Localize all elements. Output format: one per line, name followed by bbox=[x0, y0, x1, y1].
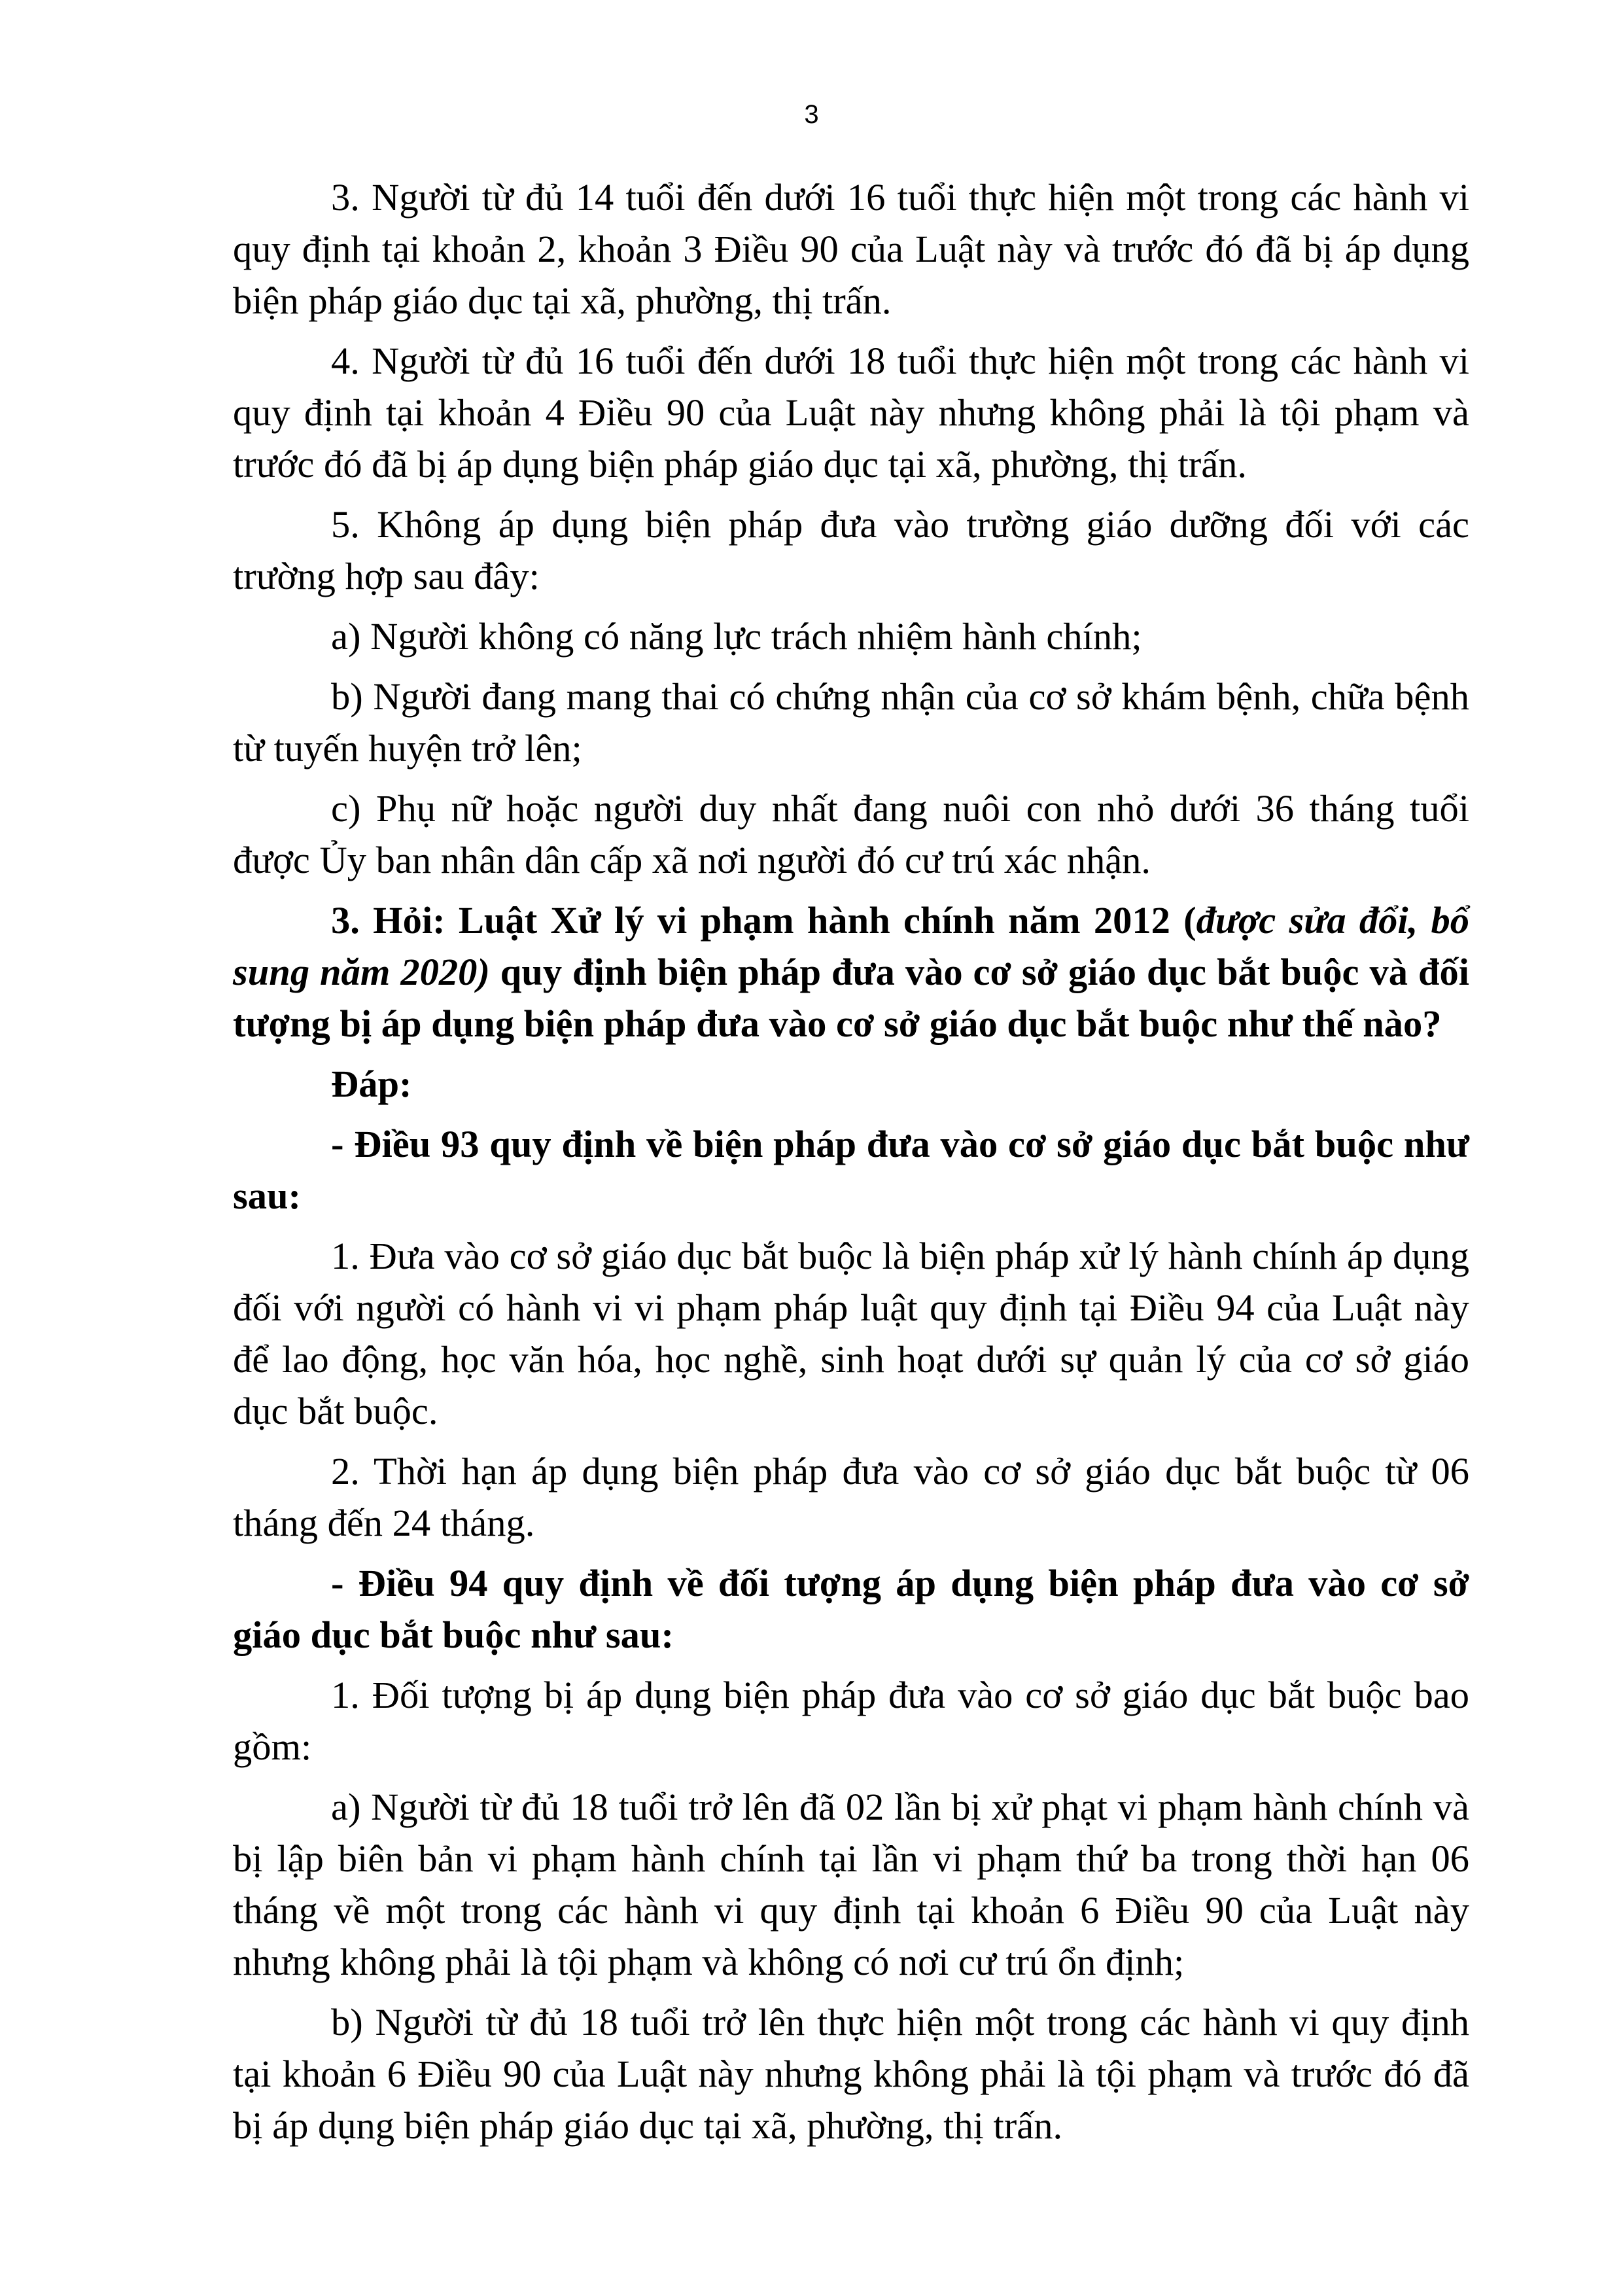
paragraph-clause-5: 5. Không áp dụng biện pháp đưa vào trường giáo dưỡng đối với các trường hợp sau đây: bbox=[233, 503, 1469, 597]
paragraph-item-b: b) Người đang mang thai có chứng nhận của cơ sở khám bệnh, chữa bệnh từ tuyến huyện trở lên; bbox=[233, 675, 1469, 769]
paragraph-clause-3: 3. Người từ đủ 14 tuổi đến dưới 16 tuổi thực hiện một trong các hành vi quy định tại khoản 2, khoản 3 Điều 90 của Luật này và trước đó đã bị áp dụng biện pháp giáo dục tại xã, phường, thị trấn. bbox=[233, 176, 1469, 322]
question-text-italic: được sửa đổi, bổ sung năm 2020) bbox=[233, 899, 1469, 993]
page-number: 3 bbox=[804, 100, 819, 129]
document-body bbox=[233, 171, 1469, 2160]
question-text-end: quy định biện pháp đưa vào cơ sở giáo dục bắt buộc và đối tượng bị áp dụng biện pháp đưa vào cơ sở giáo dục bắt buộc như thế nào? bbox=[233, 951, 1469, 1045]
paragraph-clause-4: 4. Người từ đủ 16 tuổi đến dưới 18 tuổi thực hiện một trong các hành vi quy định tại khoản 4 Điều 90 của Luật này nhưng không phải là tội phạm và trước đó đã bị áp dụng biện pháp giáo dục tại xã, phường, thị trấn. bbox=[233, 340, 1469, 486]
article-94-heading: - Điều 94 quy định về đối tượng áp dụng biện pháp đưa vào cơ sở giáo dục bắt buộc như sau: bbox=[233, 1562, 1469, 1656]
article-94-clause-1: 1. Đối tượng bị áp dụng biện pháp đưa vào cơ sở giáo dục bắt buộc bao gồm: bbox=[233, 1674, 1469, 1768]
article-93-clause-1: 1. Đưa vào cơ sở giáo dục bắt buộc là biện pháp xử lý hành chính áp dụng đối với người có hành vi vi phạm pháp luật quy định tại Điều 94 của Luật này để lao động, học văn hóa, học nghề, sinh hoạt dưới sự quản lý của cơ sở giáo dục bắt buộc. bbox=[233, 1235, 1469, 1432]
question-heading bbox=[233, 894, 1469, 1050]
paragraph-item-c: c) Phụ nữ hoặc người duy nhất đang nuôi con nhỏ dưới 36 tháng tuổi được Ủy ban nhân dân cấp xã nơi người đó cư trú xác nhận. bbox=[233, 787, 1469, 881]
paragraph-item-a: a) Người không có năng lực trách nhiệm hành chính; bbox=[331, 615, 1142, 658]
question-text-start: 3. Hỏi: Luật Xử lý vi phạm hành chính năm 2012 ( bbox=[331, 899, 1196, 942]
answer-label: Đáp: bbox=[331, 1063, 412, 1105]
article-93-heading: - Điều 93 quy định về biện pháp đưa vào cơ sở giáo dục bắt buộc như sau: bbox=[233, 1123, 1469, 1217]
article-93-clause-2: 2. Thời hạn áp dụng biện pháp đưa vào cơ sở giáo dục bắt buộc từ 06 tháng đến 24 tháng. bbox=[233, 1450, 1469, 1544]
article-94-item-a: a) Người từ đủ 18 tuổi trở lên đã 02 lần bị xử phạt vi phạm hành chính và bị lập biên bản vi phạm hành chính tại lần vi phạm thứ ba trong thời hạn 06 tháng về một trong các hành vi quy định tại khoản 6 Điều 90 của Luật này nhưng không phải là tội phạm và không có nơi cư trú ổn định; bbox=[233, 1786, 1469, 1983]
article-94-item-b: b) Người từ đủ 18 tuổi trở lên thực hiện một trong các hành vi quy định tại khoản 6 Điều 90 của Luật này nhưng không phải là tội phạm và trước đó đã bị áp dụng biện pháp giáo dục tại xã, phường, thị trấn. bbox=[233, 2001, 1469, 2147]
